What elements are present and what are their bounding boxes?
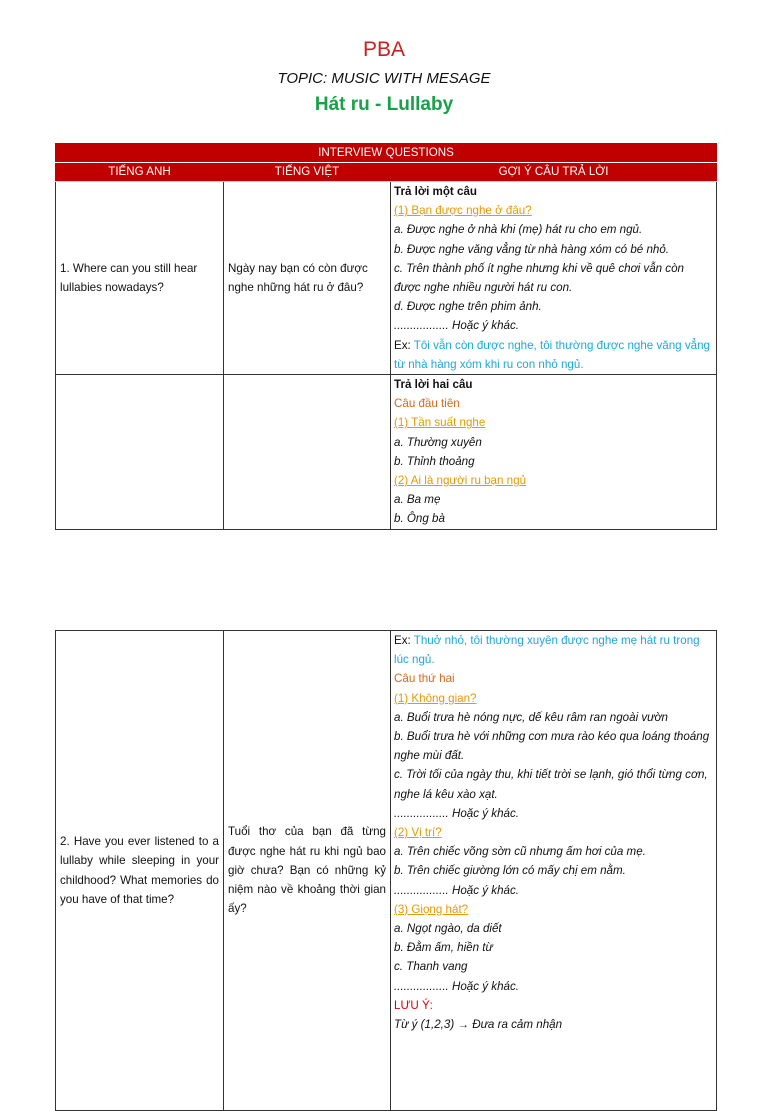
second-sentence-label: Câu thứ hai xyxy=(394,672,455,686)
other-idea: ................. Hoặc ý khác. xyxy=(394,806,519,820)
answer-cell xyxy=(391,631,717,1111)
lullaby-heading: Hát ru - Lullaby xyxy=(314,94,454,115)
option-b: b. Thỉnh thoảng xyxy=(394,454,475,468)
table-row xyxy=(56,631,717,1111)
table-row xyxy=(56,375,717,530)
option-b: b. Trên chiếc giường lớn có mấy chị em nằm. xyxy=(394,864,626,878)
prompt-voice: (3) Giọng hát? xyxy=(394,902,469,916)
interview-table-2 xyxy=(55,630,717,1111)
prompt-place: (2) Vị trí? xyxy=(394,826,442,840)
column-header-vietnamese: TIẾNG VIỆT xyxy=(224,163,391,182)
option-c: c. Thanh vang xyxy=(394,960,468,974)
column-header-english: TIẾNG ANH xyxy=(56,163,224,182)
example-label: Ex: xyxy=(394,634,411,647)
prompt-frequency: (1) Tần suất nghe xyxy=(394,416,486,430)
table-header-row xyxy=(56,163,717,182)
option-a: a. Trên chiếc võng sờn cũ nhưng ấm hơi của mẹ. xyxy=(394,845,646,859)
page-title-pba: PBA xyxy=(362,38,406,61)
question-vietnamese: Ngày nay bạn có còn được nghe những hát ru ở đâu? xyxy=(224,182,391,375)
answer-heading: Trả lời một câu xyxy=(394,185,477,198)
answer-heading: Trả lời hai câu xyxy=(394,378,473,392)
column-header-suggestions: GỢI Ý CÂU TRẢ LỜI xyxy=(391,163,717,182)
option-a: a. Được nghe ở nhà khi (mẹ) hát ru cho em ngủ. xyxy=(394,223,643,237)
option-d: d. Được nghe trên phim ảnh. xyxy=(394,300,542,314)
example xyxy=(394,336,713,374)
note-text: Từ ý (1,2,3) → Đưa ra cảm nhận xyxy=(394,1018,563,1032)
option-b: b. Đằm ấm, hiền từ xyxy=(394,941,493,955)
other-idea: ................. Hoặc ý khác. xyxy=(394,979,519,993)
prompt-space: (1) Không gian? xyxy=(394,691,477,705)
question-english: 1. Where can you still hear lullabies nowadays? xyxy=(56,182,224,375)
prompt-location: (1) Bạn được nghe ở đâu? xyxy=(394,204,532,218)
table-title-row xyxy=(56,144,717,163)
option-c: c. Trời tối của ngày thu, khi tiết trời se lạnh, gió thổi từng cơn, nghe lá kêu xào xạt. xyxy=(394,768,708,801)
option-a: a. Ngọt ngào, da diết xyxy=(394,922,502,936)
empty-cell xyxy=(224,375,391,530)
answer-cell xyxy=(391,182,717,375)
answer-cell xyxy=(391,375,717,530)
example xyxy=(394,631,713,669)
option-c: c. Trên thành phố ít nghe nhưng khi về quê chơi vẫn còn được nghe nhiều người hát ru con. xyxy=(394,261,685,295)
interview-table-1 xyxy=(55,143,717,530)
option-b: b. Ông bà xyxy=(394,512,445,526)
table-row xyxy=(56,182,717,375)
topic-subtitle: TOPIC: MUSIC WITH MESAGE xyxy=(277,70,491,87)
other-idea: ................. Hoặc ý khác. xyxy=(394,883,519,897)
example-text: Tôi vẫn còn được nghe, tôi thường được nghe văng vẳng từ nhà hàng xóm khi ru con nhỏ ngủ. xyxy=(394,338,710,371)
prompt-who: (2) Ai là người ru bạn ngủ xyxy=(394,474,527,488)
example-label: Ex: xyxy=(394,338,411,352)
option-a: a. Ba mẹ xyxy=(394,493,441,507)
option-a: a. Thường xuyên xyxy=(394,435,482,449)
note-label: LƯU Ý: xyxy=(394,998,433,1012)
example-text: Thuở nhỏ, tôi thường xuyên được nghe mẹ hát ru trong lúc ngủ. xyxy=(394,634,700,667)
question-english: 2. Have you ever listened to a lullaby while sleeping in your childhood? What memories do you have of that time? xyxy=(56,631,224,1111)
first-sentence-label: Câu đầu tiên xyxy=(394,397,460,411)
option-b: b. Được nghe văng vẳng từ nhà hàng xóm có bé nhỏ. xyxy=(394,242,670,256)
option-a: a. Buổi trưa hè nóng nực, dế kêu râm ran ngoài vườn xyxy=(394,710,668,724)
other-idea: ................. Hoặc ý khác. xyxy=(394,319,519,333)
option-b: b. Buổi trưa hè với những cơn mưa rào kéo qua loáng thoáng nghe mùi đất. xyxy=(394,730,710,763)
table-title: INTERVIEW QUESTIONS xyxy=(56,144,717,163)
empty-cell xyxy=(56,375,224,530)
question-vietnamese: Tuổi thơ của bạn đã từng được nghe hát ru khi ngủ bao giờ chưa? Bạn có những kỷ niệm nào về khoảng thời gian ấy? xyxy=(224,631,391,1111)
